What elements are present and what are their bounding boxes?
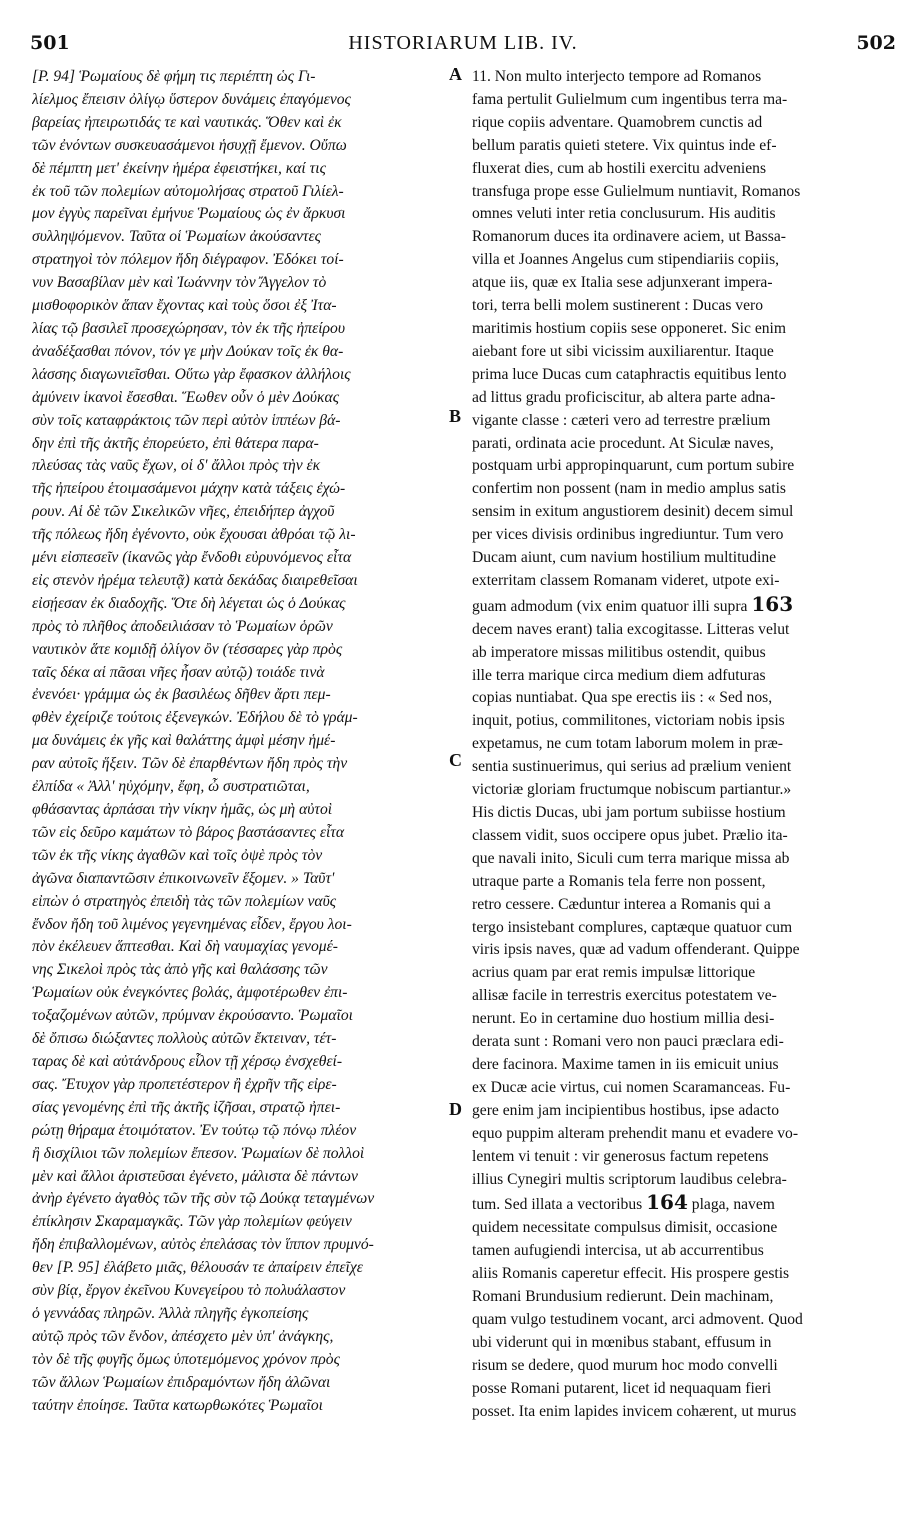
- greek-text-line: δὲ πέμπτη μετ' ἐκείνην ἡμέρα ἐφειστήκει, καί τις: [32, 159, 326, 177]
- greek-text-line: εἰς στενὸν ἠρέμα τελευτᾷ) κατὰ δεκάδας διαιρεθεῖσαι: [32, 571, 358, 589]
- latin-text-line: sentia sustinuerimus, qui serius ad prælium venient: [472, 758, 792, 776]
- greek-text-line: ραν αὐτοῖς ἥξειν. Τῶν δὲ ἐπαρθέντων ἤδη πρὸς τὴν: [32, 755, 348, 773]
- greek-text-line: μισθοφορικὸν ἅπαν ἔχοντας καὶ τοὺς ὅσοι ἐξ Ἰτα-: [32, 297, 337, 315]
- latin-text-line: confertim non possent (nam in medio amplus satis: [472, 480, 786, 498]
- latin-text-line: ex Ducæ acie virtus, cui nomen Scaramanceas. Fu-: [472, 1078, 791, 1096]
- greek-text-line: πλεύσας τὰς ναῦς ἔχων, οἱ δ' ἄλλοι πρὸς τὴν ἐκ: [32, 457, 321, 475]
- greek-text-line: συλληψόμενον. Ταῦτα οἱ Ῥωμαίων ἀκούσαντες: [32, 228, 321, 246]
- latin-text-line: Ducam aiunt, cum navium hostilium multitudine: [472, 549, 777, 567]
- latin-text-line: posset. Ita enim lapides invicem cohærent, ut murus: [472, 1402, 797, 1420]
- greek-text-line: τῆς πόλεως ἤδη ἐγένοντο, οὐκ ἔχουσαι ἀθρόαι τῷ λι-: [32, 526, 356, 544]
- latin-text-line: lentem vi tenuit : vir generosus factum repetens: [472, 1147, 769, 1165]
- latin-text-line: exterritam classem Romanam videret, utpote exi-: [472, 571, 780, 589]
- latin-text-line: retro cessere. Cæduntur interea a Romanis qui a: [472, 895, 771, 913]
- greek-text-line: Ῥωμαίων οὐκ ἐνεγκόντες βολάς, ἀμφοτέρωθεν ἐπι-: [32, 984, 348, 1002]
- running-title: HISTORIARUM LIB. IV.: [348, 32, 578, 54]
- latin-text-line: risum se dedere, quod murum hoc modo convelli: [472, 1356, 778, 1374]
- greek-text-line: τῶν ἄλλων Ῥωμαίων ἐπιδραμόντων ἤδη ἁλῶναι: [32, 1373, 331, 1391]
- latin-text-line: 11. Non multo interjecto tempore ad Romanos: [472, 68, 762, 85]
- greek-text-line: αὐτῷ πρὸς τῶν ἔνδον, ἀπέσχετο μὲν ὑπ' ἀνάγκης,: [32, 1327, 334, 1345]
- greek-text-line: λίελμος ἔπεισιν ὀλίγῳ ὕστερον δυνάμεις ἐπαγόμενος: [32, 90, 351, 108]
- greek-text-line: ταῖς δέκα αἱ πᾶσαι νῆες ἦσαν αὐτῷ) τοιάδε τινὰ: [32, 663, 325, 681]
- latin-text-line: transfuga prope esse Gulielmum nuntiavit, Romanos: [472, 182, 801, 200]
- greek-text-line: φθὲν ἐχείριζε τούτοις ἐξενεγκών. Ἐδήλου δὲ τὸ γράμ-: [32, 709, 358, 727]
- greek-text-line: δὲ ὄπισω διώξαντες πολλοὺς αὐτῶν ἔκτειναν, τέτ-: [32, 1030, 337, 1048]
- latin-text-line: [472, 593, 892, 619]
- latin-text-line: omnes veluti inter retia conclusurum. His auditis: [472, 205, 776, 223]
- latin-text-line: sensim in exitum angustiorem desinit) decem simul: [472, 503, 794, 521]
- latin-text-line: quam vulgo testudinem vocant, arci admovent. Quod: [472, 1310, 803, 1328]
- greek-text-line: λίας τῷ βασιλεῖ προσεχώρησαν, τὸν ἐκ τῆς ἠπείρου: [32, 319, 345, 337]
- latin-text-line: acrius quam par erat remis impulsæ littorique: [472, 964, 756, 982]
- latin-text-line: [472, 1191, 892, 1217]
- latin-text-line: dere facinora. Maxime tamen in iis emicuit unius: [472, 1055, 779, 1073]
- greek-text-line: μα δυνάμεις ἐκ γῆς καὶ θαλάττης ἀμφὶ μέσην ἡμέ-: [32, 732, 336, 750]
- latin-text-fragment: plaga, navem: [691, 1196, 775, 1214]
- greek-text-line: ἐλπίδα « Ἀλλ' ηὐχόμην, ἔφη, ὦ συστρατιῶται,: [32, 778, 310, 796]
- greek-text-line: ἀγῶνα διαπαντῶσιν ἐπικοινωνεῖν ἕξομεν. » Ταῦτ': [32, 869, 335, 887]
- latin-text-line: Romanorum duces ita ordinavere aciem, ut Bassa-: [472, 228, 786, 246]
- latin-text-column: [472, 66, 892, 1423]
- latin-text-line: expetamus, ne cum totam laborum molem in præ-: [472, 735, 783, 753]
- latin-text-line: que navali inito, Siculi cum terra marique missa ab: [472, 849, 790, 867]
- latin-text-line: rique copiis adventare. Quamobrem cunctis ad: [472, 113, 763, 131]
- latin-text-line: quidem necessitate compulsus dimisit, occasione: [472, 1219, 778, 1237]
- greek-text-line: τῶν ἐκ τῆς νίκης ἀγαθῶν καὶ τοῖς ὀψὲ πρὸς τὸν: [32, 846, 323, 864]
- latin-text-line: parati, ordinata acie procedunt. At Siculæ naves,: [472, 434, 774, 452]
- latin-text-line: illius Cynegiri multis scriptorum laudibus celebra-: [472, 1170, 787, 1188]
- latin-text-line: viris ipsis naves, quæ ad vadum offenderant. Quippe: [472, 941, 800, 959]
- greek-text-line: εἰσῄεσαν ἐκ διαδοχῆς. Ὅτε δὴ λέγεται ὡς ὁ Δούκας: [32, 594, 346, 612]
- latin-text-line: tergo insistebant complures, captæque quatuor cum: [472, 918, 793, 936]
- latin-text-line: villa et Joannes Angelus cum stipendiariis copiis,: [472, 251, 780, 269]
- greek-text-line: ἤδη ἐπιβαλλομένων, αὐτὸς ἐπελάσας τὸν ἵππον πρυμνό-: [32, 1236, 374, 1254]
- greek-text-line: μον ἐγγὺς παρεῖναι ἐμήνυε Ῥωμαίους ὡς ἐν ἄρκυσι: [32, 205, 346, 223]
- section-letter-b: B: [449, 406, 462, 426]
- latin-text-line: fama pertulit Gulielmum cum ingentibus terra ma-: [472, 90, 788, 108]
- latin-text-line: fluxerat dies, cum ab hostili exercitu adveniens: [472, 159, 767, 177]
- greek-text-line: τῶν ἐνόντων συσκευασάμενοι ἡσυχῇ ἔμενον. Οὔπω: [32, 136, 347, 154]
- greek-text-line: ταύτην ἐποίησε. Ταῦτα κατωρθωκότες Ῥωμαῖοι: [32, 1396, 323, 1414]
- greek-text-line: ἀμύνειν ἱκανοὶ ἔσεσθαι. Ἕωθεν οὖν ὁ μὲν Δούκας: [32, 388, 340, 406]
- latin-text-line: Romani Brundusium redierunt. Dein machinam,: [472, 1288, 774, 1306]
- latin-text-line: maritimis hostium copiis sese opponeret. Sic enim: [472, 319, 786, 337]
- greek-text-line: ἐκ τοῦ τῶν πολεμίων αὐτομολήσας στρατοῦ Γιλίελ-: [32, 182, 344, 200]
- section-letter-a: A: [449, 64, 462, 84]
- page-number-right: 502: [856, 32, 896, 54]
- greek-text-line: λάσσης διαγωνιεῖσθαι. Οὕτω γὰρ ἔφασκον ἀλλήλοις: [32, 365, 351, 383]
- greek-text-line: ὁ γεννάδας πληρῶν. Ἀλλὰ πληγῆς ἐγκοπείσης: [32, 1304, 309, 1322]
- greek-text-line: βαρείας ἠπειρωτιδάς τε καὶ ναυτικάς. Ὅθεν καὶ ἐκ: [32, 113, 342, 131]
- greek-text-line: ρουν. Αἱ δὲ τῶν Σικελικῶν νῆες, ἐπειδήπερ ἀγχοῦ: [32, 503, 335, 521]
- greek-text-line: τῆς ἠπείρου ἑτοιμασάμενοι μάχην κατὰ τάξεις ἐχώ-: [32, 480, 346, 498]
- greek-text-line: σὺν βίᾳ, ἔργον ἐκεῖνου Κυνεγείρου τὸ πολυάλαστον: [32, 1282, 346, 1300]
- latin-text-line: allisæ facile in terrestris exercitus potestatem ve-: [472, 987, 777, 1005]
- latin-text-line: classem vidit, suos occipere opus jubet. Prælio ita-: [472, 826, 788, 844]
- greek-text-line: [P. 94] Ῥωμαίους δὲ φήμη τις περιέπτη ὡς Γι-: [32, 68, 316, 85]
- greek-text-column: [32, 66, 462, 1417]
- page-number-left: 501: [30, 32, 70, 54]
- greek-text-line: μένι εἰσπεσεῖν (ἱκανῶς γὰρ ἔνδοθι εὐρυνόμενος εἶτα: [32, 549, 352, 567]
- latin-text-line: decem naves erant) talia excogitasse. Litteras velut: [472, 620, 790, 638]
- latin-text-line: victoriæ gloriam fructumque nobiscum partiantur.»: [472, 781, 792, 799]
- greek-text-line: ἐπίκλησιν Σκαραμαγκᾶς. Τῶν γὰρ πολεμίων φεύγειν: [32, 1213, 352, 1231]
- greek-text-line: νης Σικελοὶ πρὸς τὰς ἀπὸ γῆς καὶ θαλάσσης τῶν: [32, 961, 328, 979]
- margin-number-164: 164: [646, 1191, 688, 1215]
- greek-text-line: ρώτῃ θήραμα ἑτοιμότατον. Ἐν τούτῳ τῷ πόνῳ πλέον: [32, 1121, 357, 1139]
- latin-text-line: copias nuntiabat. Qua spe erectis iis : « Sed nos,: [472, 689, 773, 707]
- section-letter-c: C: [449, 750, 462, 770]
- greek-text-line: θεν [P. 95] ἐλάβετο μιᾶς, θέλουσάν τε ἀπαίρειν ἐπεῖχε: [32, 1259, 363, 1277]
- latin-text-line: derata sunt : Romani vero non pauci præclara edi-: [472, 1033, 784, 1051]
- greek-text-line: φθάσαντας ἁρπάσαι τὴν νίκην ἡμᾶς, ὡς μὴ αὐτοὶ: [32, 801, 333, 818]
- latin-text-line: bellum paratis quieti stetere. Vix quintus inde ef-: [472, 136, 777, 154]
- greek-text-line: ναυτικὸν ἅτε κομιδῇ ὀλίγον ὂν (τέσσαρες γὰρ πρὸς: [32, 640, 343, 658]
- latin-text-line: aliis Romanis caperetur effecit. His prospere gestis: [472, 1265, 790, 1283]
- latin-text-line: ad littus gradu proficiscitur, ab altera parte adna-: [472, 388, 776, 406]
- latin-text-line: prima luce Ducas cum cataphractis equitibus lento: [472, 365, 787, 383]
- latin-text-line: atque iis, quæ ex Italia sese adjunxerant impera-: [472, 274, 773, 292]
- greek-text-line: ἔνδον ἤδη τοῦ λιμένος γεγενημένας εἶδεν, ἔργου λοι-: [32, 915, 352, 933]
- greek-text-line: ἢ δισχίλιοι τῶν πολεμίων ἔπεσον. Ῥωμαίων δὲ πολλοὶ: [32, 1144, 365, 1162]
- greek-text-line: τὸν δὲ τῆς φυγῆς ὅμως ὑποτεμόμενος χρόνον πρὸς: [32, 1350, 340, 1368]
- greek-text-line: στρατηγοὶ τὸν πόλεμον ἤδη διέγραφον. Ἐδόκει τοί-: [32, 251, 344, 269]
- greek-text-line: πρὸς τὸ πλῆθος ἀποδειλιάσαν τὸ Ῥωμαίων ὁρῶν: [32, 617, 333, 635]
- latin-text-line: ubi viderunt qui in mœnibus stabant, effusum in: [472, 1333, 772, 1351]
- latin-text-line: tori, terra belli molem sustinerent : Ducas vero: [472, 297, 763, 315]
- latin-text-line: inquit, potius, commilitones, victoriam nobis ipsis: [472, 712, 785, 730]
- page-header: [30, 32, 896, 62]
- greek-text-line: μὲν καὶ ἄλλοι ἀριστεῦσαι ἐγένετο, μάλιστα δὲ πάντων: [32, 1167, 358, 1185]
- latin-text-line: gere enim jam incipientibus hostibus, ipse adacto: [472, 1101, 780, 1119]
- latin-text-fragment: guam admodum (vix enim quatuor illi supra: [472, 597, 748, 615]
- latin-text-line: postquam urbi appropinquarunt, cum portum subire: [472, 457, 795, 475]
- greek-text-line: τῶν εἰς δεῦρο καμάτων τὸ βάρος βαστάσαντες εἶτα: [32, 823, 345, 841]
- latin-text-line: posse Romani putarent, licet id nequaquam fieri: [472, 1379, 772, 1397]
- greek-text-line: δην ἐπὶ τῆς ἀκτῆς ἐπορεύετο, ἐπὶ θάτερα παρα-: [32, 434, 319, 452]
- margin-number-163: 163: [751, 592, 794, 616]
- greek-text-line: σας. Ἔτυχον γὰρ προπετέστερον ἢ ἐχρῆν τῆς εἰρε-: [32, 1075, 337, 1093]
- greek-text-line: ταρας δὲ καὶ αὐτάνδρους εἷλον τῇ χέρσῳ ἐνσχεθεί-: [32, 1052, 343, 1070]
- greek-text-line: εἰπὼν ὁ στρατηγὸς ἐπειδὴ τὰς τῶν πολεμίων ναῦς: [32, 892, 337, 910]
- latin-text-line: His dictis Ducas, ubi jam portum subiisse hostium: [472, 804, 786, 821]
- greek-text-line: ἀναδέξασθαι πόνον, τόν γε μὴν Δούκαν τοῖς ἐκ θα-: [32, 342, 344, 360]
- latin-text-line: utraque parte a Romanis tela ferre non possent,: [472, 872, 766, 890]
- greek-text-line: πὸν ἐκέλευεν ἅπτεσθαι. Καὶ δὴ ναυμαχίας γενομέ-: [32, 938, 338, 956]
- latin-text-line: per vices divisis ordinibus ingrediuntur. Tum vero: [472, 526, 784, 544]
- greek-text-line: νυν Βασαβίλαν μὲν καὶ Ἰωάννην τὸν Ἄγγελον τὸ: [32, 274, 327, 292]
- latin-text-line: tamen aufugiendi intercisa, ut ab accurrentibus: [472, 1242, 764, 1260]
- latin-text-line: nerunt. Eo in certamine duo hostium millia desi-: [472, 1010, 775, 1028]
- latin-text-line: vigante classe : cæteri vero ad terrestre prælium: [472, 411, 771, 429]
- latin-text-line: ab imperatore missas militibus ostendit, quibus: [472, 643, 766, 661]
- latin-text-fragment: tum. Sed illata a vectoribus: [472, 1196, 643, 1214]
- greek-text-line: σίας γενομένης ἐπὶ τῆς ἀκτῆς ἰζῆσαι, στρατῷ ἠπει-: [32, 1098, 341, 1116]
- section-letter-d: D: [449, 1099, 462, 1119]
- latin-text-line: equo puppim alteram prehendit manu et evadere vo-: [472, 1124, 799, 1142]
- greek-text-line: ἐνενόει· γράμμα ὡς ἐκ βασιλέως δῆθεν ἄρτι πεμ-: [32, 686, 331, 704]
- greek-text-line: ἀνὴρ ἐγένετο ἀγαθὸς τῶν τῆς σὺν τῷ Δούκᾳ τεταγμένων: [32, 1190, 375, 1208]
- latin-text-line: aiebant fore ut sibi vicissim auxiliarentur. Itaque: [472, 342, 774, 360]
- greek-text-line: σὺν τοῖς καταφράκτοις τῶν περὶ αὐτὸν ἱππέων βά-: [32, 411, 341, 429]
- latin-text-line: ille terra marique circa medium diem adfuturas: [472, 666, 766, 684]
- greek-text-line: τοξαζομένων αὐτῶν, πρύμναν ἐκρούσαντο. Ῥωμαῖοι: [32, 1007, 353, 1025]
